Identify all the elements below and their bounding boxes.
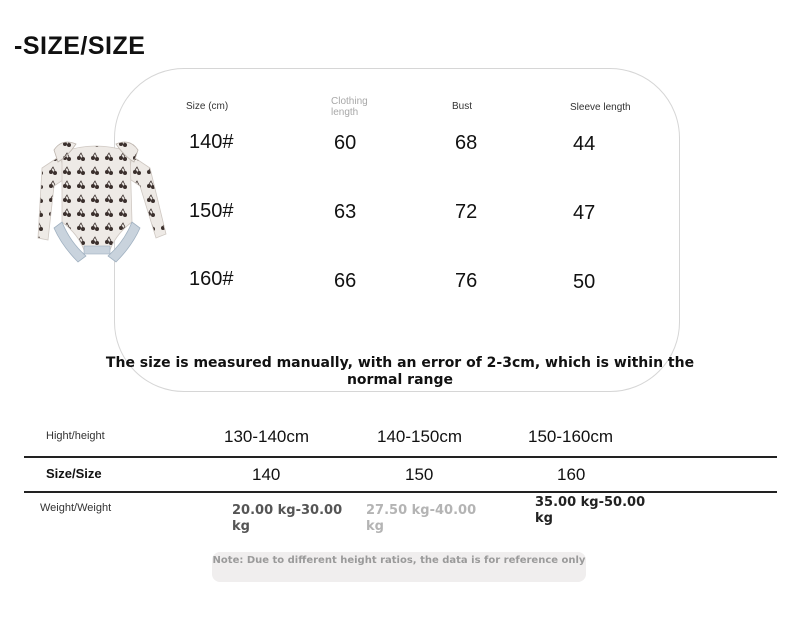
weight-label: Weight/Weight	[40, 502, 112, 514]
divider-line	[24, 456, 777, 458]
sleeve-length-cell: 44	[573, 133, 596, 155]
weight-value: 27.50 kg-40.00 kg	[366, 503, 477, 534]
size-cell: 140#	[189, 131, 234, 153]
bust-cell: 76	[455, 270, 478, 292]
sleeve-length-cell: 50	[573, 271, 596, 293]
size-cell: 150#	[189, 200, 234, 222]
height-label: Hight/height	[46, 430, 105, 442]
size-label: Size/Size	[46, 466, 102, 481]
size-value: 150	[405, 465, 434, 484]
header-bust: Bust	[452, 101, 473, 112]
header-sleeve-length: Sleeve length	[570, 102, 631, 113]
bust-cell: 72	[455, 201, 478, 223]
size-chart-card	[114, 68, 680, 392]
height-value: 150-160cm	[528, 427, 614, 446]
size-value: 140	[252, 465, 281, 484]
sleeve-length-cell: 47	[573, 202, 596, 224]
divider-line	[24, 491, 777, 493]
page-title: -SIZE/SIZE	[14, 32, 146, 60]
header-size: Size (cm)	[186, 101, 229, 112]
height-value: 130-140cm	[224, 427, 310, 446]
clothing-length-cell: 60	[334, 132, 357, 154]
header-clothing-length: Clothing length	[331, 96, 368, 118]
height-value: 140-150cm	[377, 427, 463, 446]
size-cell: 160#	[189, 268, 234, 290]
weight-value: 35.00 kg-50.00 kg	[535, 495, 646, 526]
weight-value: 20.00 kg-30.00 kg	[232, 503, 343, 534]
clothing-length-cell: 63	[334, 201, 357, 223]
bust-cell: 68	[455, 132, 478, 154]
clothing-length-cell: 66	[334, 270, 357, 292]
reference-note: Note: Due to different height ratios, the data is for reference only	[212, 552, 586, 582]
swimsuit-illustration	[32, 138, 172, 276]
size-value: 160	[557, 465, 586, 484]
measurement-note: The size is measured manually, with an error of 2-3cm, which is within the normal range	[105, 355, 695, 388]
